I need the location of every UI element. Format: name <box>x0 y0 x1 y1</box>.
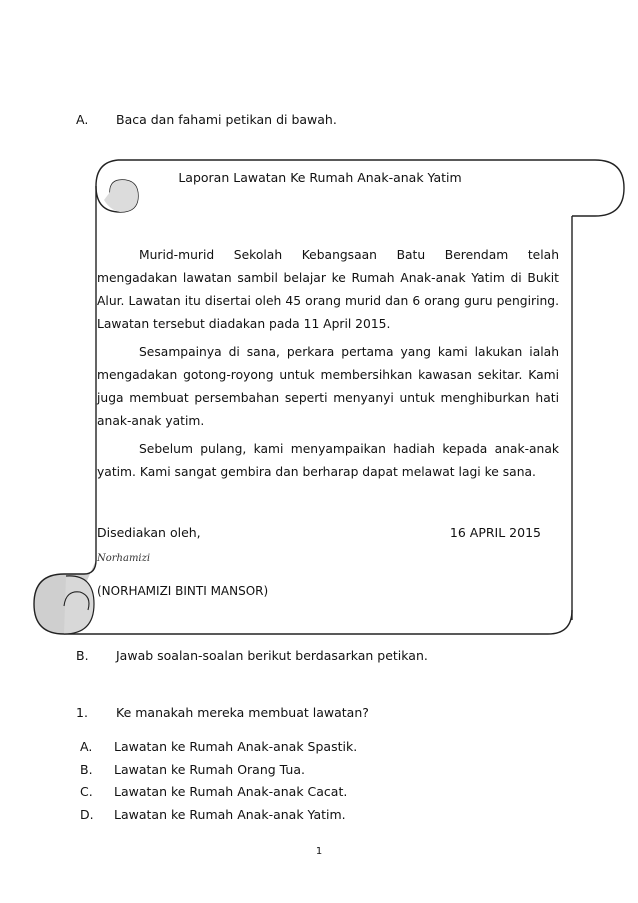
option-text: Lawatan ke Rumah Anak-anak Spastik. <box>114 739 358 754</box>
report-paragraph: Murid-murid Sekolah Kebangsaan Batu Berendam telah mengadakan lawatan sambil belajar ke Rumah Anak-anak Yatim di Bukit Alur. Lawatan itu disertai oleh 45 orang murid dan 6 orang guru pengiring. Lawatan tersebut diadakan pada 11 April 2015. <box>97 248 559 331</box>
report-date: 16 APRIL 2015 <box>449 525 541 540</box>
report-paragraph: Sesampainya di sana, perkara pertama yang kami lakukan ialah mengadakan gotong-royong untuk membersihkan kawasan sekitar. Kami juga membuat persembahan seperti menyanyi untuk menghiburkan hati anak-anak yatim. <box>97 345 559 428</box>
section-b-label: B. <box>76 648 89 663</box>
report-paragraph: Sebelum pulang, kami menyampaikan hadiah kepada anak-anak yatim. Kami sangat gembira dan berharap dapat melawat lagi ke sana. <box>97 442 559 479</box>
option-text: Lawatan ke Rumah Orang Tua. <box>114 761 305 777</box>
option-letter: B. <box>80 761 93 777</box>
section-a-instruction: Baca dan fahami petikan di bawah. <box>116 112 337 127</box>
section-a-label: A. <box>76 112 89 127</box>
scroll-bottom-edge <box>64 610 572 634</box>
report-body <box>97 244 559 489</box>
answer-options <box>80 736 357 826</box>
option-c <box>80 781 357 804</box>
option-letter: A. <box>80 739 93 754</box>
scroll-top-roll <box>118 160 624 216</box>
option-text: Lawatan ke Rumah Anak-anak Cacat. <box>114 784 348 799</box>
option-letter: D. <box>80 806 94 822</box>
option-d <box>80 804 357 827</box>
section-b-instruction: Jawab soalan-soalan berikut berdasarkan petikan. <box>116 648 428 663</box>
option-letter: C. <box>80 784 93 799</box>
option-text: Lawatan ke Rumah Anak-anak Yatim. <box>114 806 346 822</box>
option-a <box>80 736 357 759</box>
prepared-by: Disediakan oleh, <box>97 525 201 540</box>
report-title: Laporan Lawatan Ke Rumah Anak-anak Yatim <box>178 170 462 185</box>
page-number: 1 <box>315 846 323 857</box>
author-name: (NORHAMIZI BINTI MANSOR) <box>97 584 269 598</box>
option-b <box>80 759 357 782</box>
question-number: 1. <box>76 705 88 720</box>
sign-off-row <box>97 525 541 540</box>
question-text: Ke manakah mereka membuat lawatan? <box>116 705 369 720</box>
signature: Norhamizi <box>97 553 151 564</box>
